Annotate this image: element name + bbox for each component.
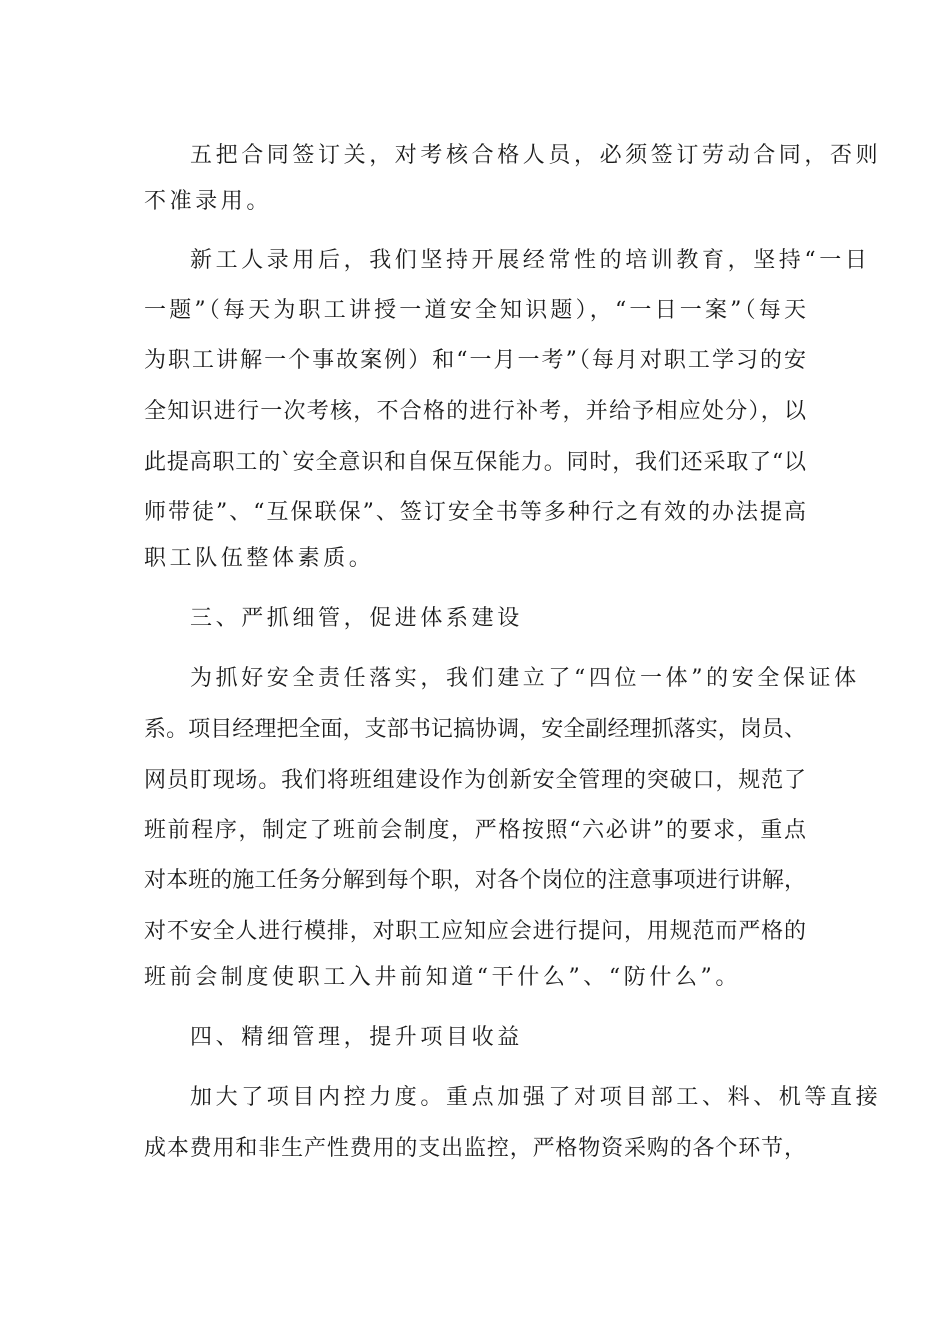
text-line: 系。项目经理把全面，支部书记搞协调，安全副经理抓落实，岗员、: [144, 717, 806, 742]
text-line: 对本班的施工任务分解到每个职，对各个岗位的注意事项进行讲解，: [144, 868, 806, 893]
text-line: 师带徒”、“互保联保”、签订安全书等多种行之有效的办法提高: [144, 500, 806, 525]
text-line: 新工人录用后，我们坚持开展经常性的培训教育，坚持“一日: [190, 248, 871, 273]
text-line: 五把合同签订关，对考核合格人员，必须签订劳动合同，否则: [190, 143, 882, 168]
text-line: 全知识进行一次考核，不合格的进行补考，并给予相应处分），以: [144, 399, 806, 424]
text-line: 加大了项目内控力度。重点加强了对项目部工、料、机等直接: [190, 1085, 882, 1110]
section-heading: 四、精细管理，提升项目收益: [190, 1025, 523, 1050]
section-heading: 三、严抓细管，促进体系建设: [190, 606, 523, 631]
text-line: 不准录用。: [144, 189, 273, 214]
text-line: 为抓好安全责任落实，我们建立了“四位一体”的安全保证体: [190, 666, 860, 691]
text-line: 一题”（每天为职工讲授一道安全知识题），“一日一案”（每天: [144, 298, 806, 323]
text-line: 班前程序，制定了班前会制度，严格按照“六必讲”的要求，重点: [144, 818, 806, 843]
text-line: 此提高职工的`安全意识和自保互保能力。同时，我们还采取了“以: [144, 450, 806, 475]
text-line: 网员盯现场。我们将班组建设作为创新安全管理的突破口，规范了: [144, 768, 806, 793]
text-line: 对不安全人进行模排，对职工应知应会进行提问，用规范而严格的: [144, 919, 806, 944]
text-line: 成本费用和非生产性费用的支出监控，严格物资采购的各个环节，: [144, 1136, 806, 1161]
text-line: 职工队伍整体素质。: [144, 546, 375, 571]
text-line: 为职工讲解一个事故案例）和“一月一考”（每月对职工学习的安: [144, 348, 806, 373]
text-line: 班前会制度使职工入井前知道“干什么”、“防什么”。: [144, 965, 741, 990]
